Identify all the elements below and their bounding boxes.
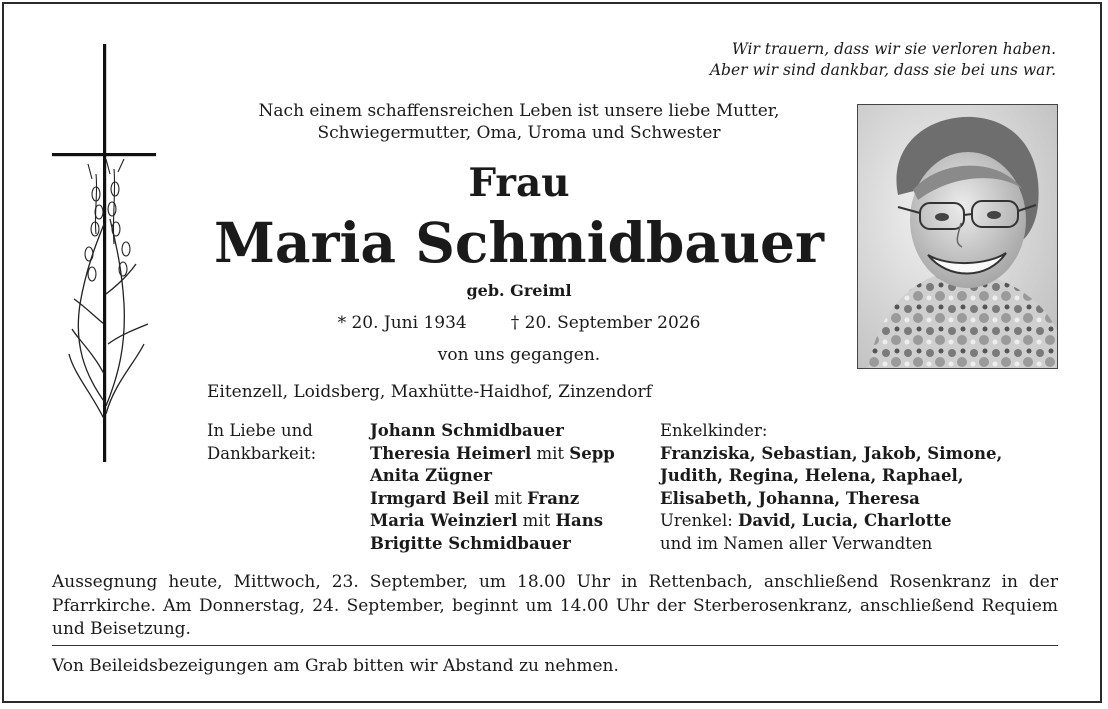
portrait-image: [858, 105, 1058, 369]
quote: [564, 39, 1056, 81]
list-item: Franziska, Sebastian, Jakob, Simone,: [660, 443, 1003, 463]
footer-note: Von Beileidsbezeigungen am Grab bitten wir Abstand zu nehmen.: [52, 656, 619, 676]
portrait-photo: [857, 104, 1058, 369]
cross-with-wheat-icon: [44, 44, 174, 474]
death-date: † 20. September 2026: [510, 313, 701, 333]
list-item: Theresia Heimerl mit Sepp: [370, 443, 615, 463]
intro-line-1: Nach einem schaffensreichen Leben ist unsere liebe Mutter,: [258, 101, 780, 121]
list-item: Elisabeth, Johanna, Theresa: [660, 488, 920, 508]
divider: [52, 645, 1058, 646]
service-info: Aussegnung heute, Mittwoch, 23. September, um 18.00 Uhr in Rettenbach, anschließend Rosenkranz in der Pfarrkirche. Am Donnerstag, 24. September, beginnt um 14.00 Uhr der Sterberosenkranz, anschließend Requiem und Beisetzung.: [52, 572, 1058, 639]
list-item: Brigitte Schmidbauer: [370, 533, 571, 553]
maiden-name: geb. Greiml: [466, 281, 572, 300]
list-item: Anita Zügner: [370, 466, 492, 485]
list-item: Maria Weinzierl mit Hans: [370, 511, 604, 530]
passed-text: von uns gegangen.: [437, 345, 601, 365]
list-item: Irmgard Beil mit Franz: [370, 488, 580, 508]
obituary-notice: [2, 2, 1102, 703]
quote-line-1: Wir trauern, dass wir sie verloren haben.: [731, 40, 1056, 58]
intro-text: [204, 100, 834, 144]
salutation: Frau: [468, 160, 570, 206]
mourners-label-line-1: In Liebe und: [207, 421, 313, 440]
great-grandchildren: Urenkel: David, Lucia, Charlotte: [660, 511, 952, 530]
life-dates: [204, 311, 834, 335]
list-item: Judith, Regina, Helena, Raphael,: [660, 466, 964, 485]
intro-line-2: Schwiegermutter, Oma, Uroma und Schwester: [317, 123, 721, 143]
grandchildren-label: Enkelkinder:: [660, 421, 768, 440]
mourners-label: [207, 420, 316, 465]
closing-line: und im Namen aller Verwandten: [660, 533, 933, 553]
mourners-label-line-2: Dankbarkeit:: [207, 443, 317, 463]
list-item: Johann Schmidbauer: [370, 421, 564, 440]
birth-date: * 20. Juni 1934: [337, 313, 467, 333]
deceased-name: Maria Schmidbauer: [214, 210, 824, 275]
grandchildren-list: [660, 420, 1002, 555]
quote-line-2: Aber wir sind dankbar, dass sie bei uns war.: [709, 61, 1056, 79]
places: Eitenzell, Loidsberg, Maxhütte-Haidhof, Zinzendorf: [207, 382, 652, 402]
children-list: [370, 420, 615, 555]
